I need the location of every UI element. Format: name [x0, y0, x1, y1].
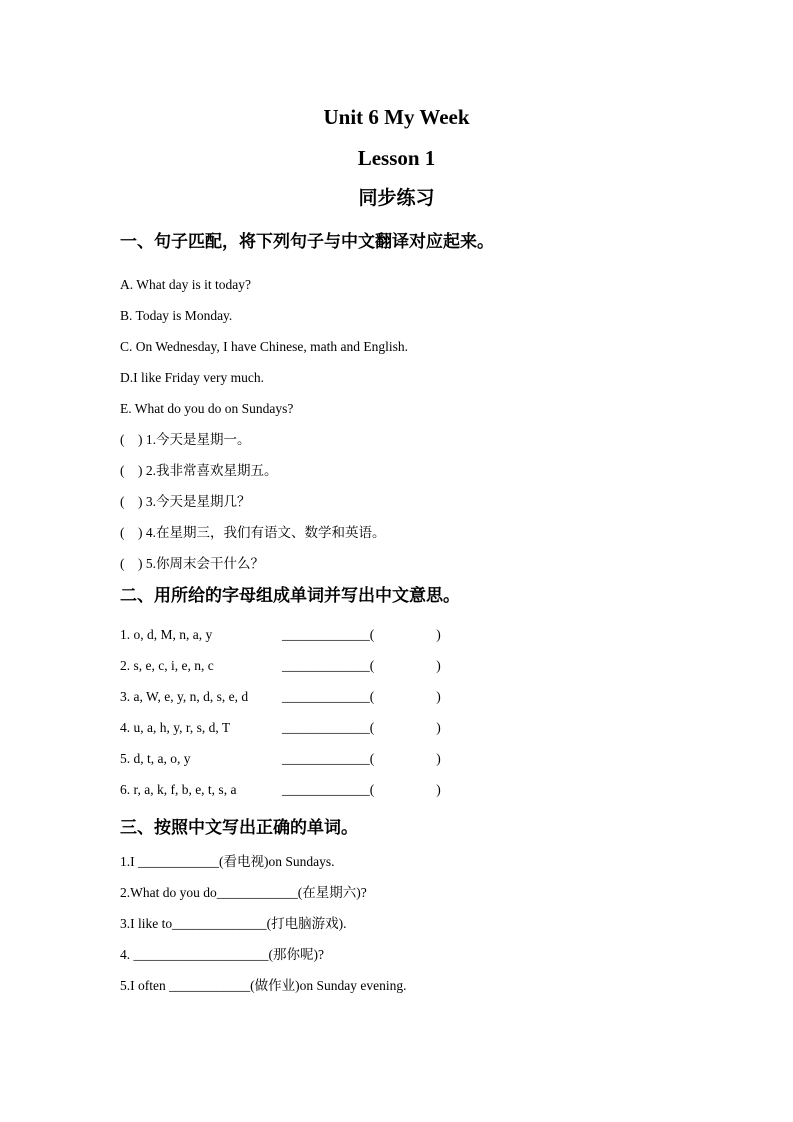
english-sentence: D.I like Friday very much.	[120, 370, 264, 385]
worksheet-subtitle: 同步练习	[358, 188, 435, 209]
section1-matches	[120, 424, 683, 579]
english-sentence: E. What do you do on Sundays?	[120, 401, 294, 416]
meaning-paren-open: (	[369, 720, 375, 735]
meaning-paren-close: )	[436, 689, 441, 704]
unscramble-item	[120, 712, 683, 743]
unscramble-item	[120, 743, 683, 774]
section3-heading: 三、按照中文写出正确的单词。	[120, 818, 358, 837]
fill-in-line: 2.What do you do____________(在星期六)?	[120, 885, 367, 900]
section3-lines	[120, 846, 683, 1001]
letters-list: 2. s, e, c, i, e, n, c	[120, 658, 214, 673]
section-unscramble	[120, 583, 683, 805]
meaning-paren-close: )	[436, 627, 441, 642]
match-item: ( ) 4.在星期三，我们有语文、数学和英语。	[120, 525, 386, 540]
letters-list: 5. d, t, a, o, y	[120, 751, 191, 766]
english-sentence: B. Today is Monday.	[120, 308, 233, 323]
match-item: ( ) 5.你周末会干什么？	[120, 556, 264, 571]
letters-list: 4. u, a, h, y, r, s, d, T	[120, 720, 231, 735]
answer-blank: _____________	[282, 782, 370, 797]
english-sentence: A. What day is it today?	[120, 277, 251, 292]
unscramble-item	[120, 619, 683, 650]
meaning-paren-open: (	[369, 658, 375, 673]
section2-items	[120, 619, 683, 805]
english-sentence: C. On Wednesday, I have Chinese, math and English.	[120, 339, 408, 354]
answer-blank: _____________	[282, 658, 370, 673]
answer-blank: _____________	[282, 751, 370, 766]
unscramble-item	[120, 774, 683, 805]
meaning-paren-open: (	[369, 627, 375, 642]
letters-list: 1. o, d, M, n, a, y	[120, 627, 213, 642]
answer-blank: _____________	[282, 720, 370, 735]
meaning-paren-open: (	[369, 689, 375, 704]
section2-heading: 二、用所给的字母组成单词并写出中文意思。	[120, 586, 460, 605]
fill-in-line: 4. ____________________(那你呢)?	[120, 947, 324, 962]
match-item: ( ) 2.我非常喜欢星期五。	[120, 463, 278, 478]
fill-in-line: 1.I ____________(看电视)on Sundays.	[120, 854, 335, 869]
section-fill-in	[120, 815, 683, 1001]
meaning-paren-open: (	[369, 782, 375, 797]
meaning-paren-close: )	[436, 782, 441, 797]
match-item: ( ) 1.今天是星期一。	[120, 432, 251, 447]
section-matching	[120, 229, 683, 579]
section1-heading: 一、句子匹配，将下列句子与中文翻译对应起来。	[120, 232, 494, 251]
answer-blank: _____________	[282, 689, 370, 704]
letters-list: 6. r, a, k, f, b, e, t, s, a	[120, 782, 237, 797]
match-item: ( ) 3.今天是星期几？	[120, 494, 251, 509]
meaning-paren-open: (	[369, 751, 375, 766]
section1-sentences	[120, 269, 683, 424]
fill-in-line: 3.I like to______________(打电脑游戏).	[120, 916, 347, 931]
fill-in-line: 5.I often ____________(做作业)on Sunday evening.	[120, 978, 407, 993]
meaning-paren-close: )	[436, 658, 441, 673]
unscramble-item	[120, 650, 683, 681]
meaning-paren-close: )	[436, 720, 441, 735]
meaning-paren-close: )	[436, 751, 441, 766]
lesson-title: Lesson 1	[357, 146, 436, 170]
letters-list: 3. a, W, e, y, n, d, s, e, d	[120, 689, 249, 704]
unit-title: Unit 6 My Week	[323, 105, 470, 129]
unscramble-item	[120, 681, 683, 712]
answer-blank: _____________	[282, 627, 370, 642]
